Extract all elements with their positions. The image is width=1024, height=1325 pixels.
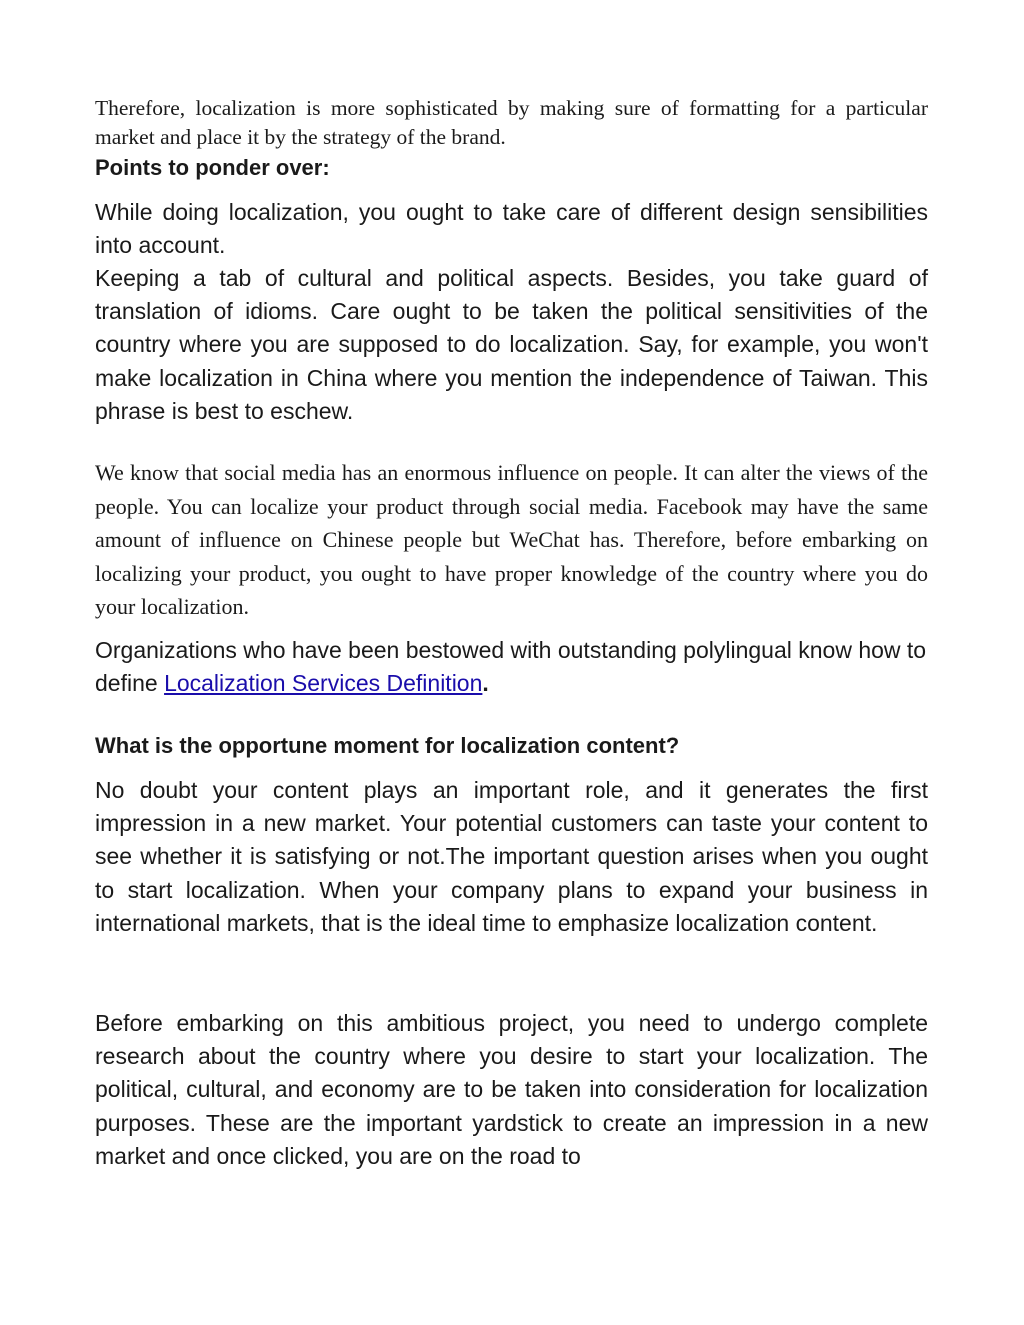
- social-media-paragraph: We know that social media has an enormous influence on people. It can alter the views of the people. You can localize your product through social media. Facebook may have the same amount of influence on Chinese people but WeChat has. Therefore, before embarking on localizing your product, you ought to have proper knowledge of the country where you do your localization.: [95, 460, 928, 619]
- organizations-text: Organizations who have been bestowed with outstanding polylingual know how to define: [95, 637, 927, 696]
- organizations-period: .: [482, 670, 489, 696]
- points-heading: Points to ponder over:: [95, 155, 330, 180]
- intro-paragraph: Therefore, localization is more sophisticated by making sure of formatting for a particular market and place it by the strategy of the brand.: [95, 96, 928, 149]
- organizations-paragraph: [95, 634, 928, 700]
- content-importance-paragraph: No doubt your content plays an important role, and it generates the first impression in a new market. Your potential customers can taste your content to see whether it is satisfying or not.The important question arises when you ought to start localization. When your company plans to expand your business in international markets, that is the ideal time to emphasize localization content.: [95, 777, 928, 936]
- opportune-moment-heading: What is the opportune moment for localization content?: [95, 733, 680, 758]
- localization-services-definition-link[interactable]: Localization Services Definition: [164, 670, 483, 696]
- design-sensibilities-paragraph: While doing localization, you ought to take care of different design sensibilities into account.: [95, 199, 928, 258]
- cultural-political-paragraph: Keeping a tab of cultural and political aspects. Besides, you take guard of translation of idioms. Care ought to be taken the political sensitivities of the country where you are supposed to do localization. Say, for example, you won't make localization in China where you mention the independence of Taiwan. This phrase is best to eschew.: [95, 265, 928, 424]
- research-paragraph: Before embarking on this ambitious project, you need to undergo complete research about the country where you desire to start your localization. The political, cultural, and economy are to be taken into consideration for localization purposes. These are the important yardstick to create an impression in a new market and once clicked, you are on the road to: [95, 1010, 928, 1169]
